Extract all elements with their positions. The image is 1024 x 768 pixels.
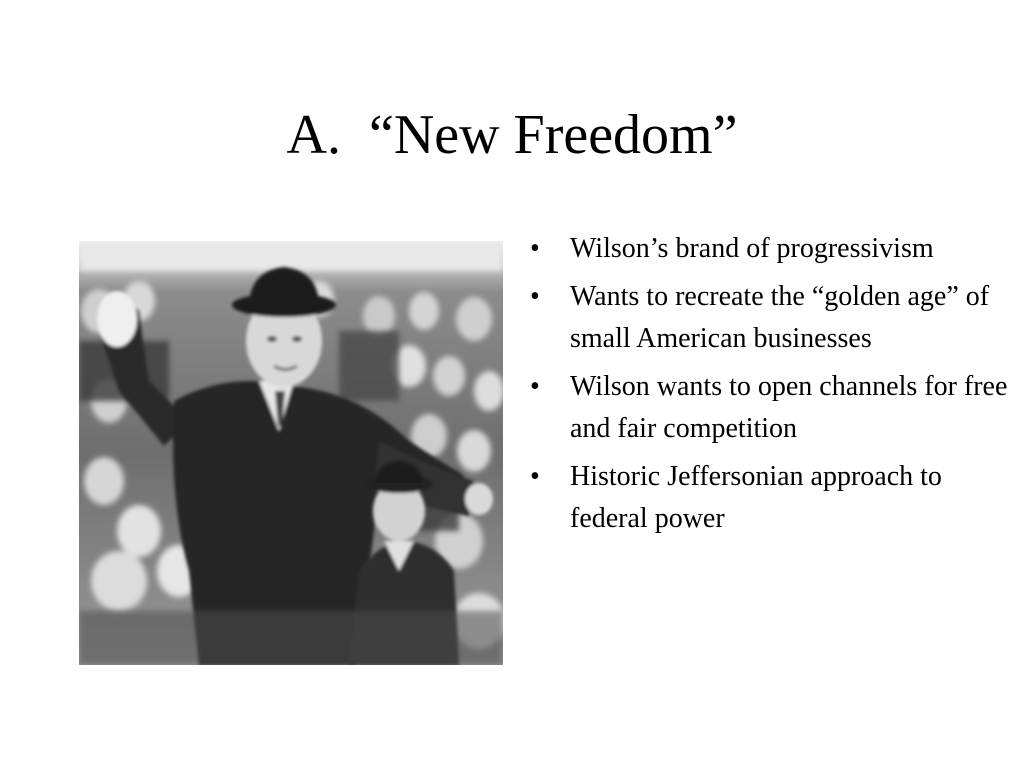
- bullet-item: [530, 456, 1010, 540]
- bullet-text: Wilson’s brand of progressivism: [570, 233, 934, 264]
- slide-title: A. “New Freedom”: [286, 104, 738, 166]
- bullet-text: Wants to recreate the “golden age” of small American businesses: [570, 281, 990, 354]
- bullet-glyph: •: [530, 461, 540, 492]
- bullet-list: [530, 228, 1010, 546]
- bullet-glyph: •: [530, 233, 540, 264]
- bullet-item: [530, 366, 1010, 450]
- wilson-photo: [79, 241, 503, 665]
- bullet-text: Wilson wants to open channels for free and fair competition: [570, 371, 1008, 444]
- bullet-glyph: •: [530, 371, 540, 402]
- bullet-item: [530, 228, 1010, 270]
- wilson-photo-illustration: [79, 241, 503, 665]
- bullet-glyph: •: [530, 281, 540, 312]
- bullet-item: [530, 276, 1010, 360]
- bullet-text: Historic Jeffersonian approach to federal power: [570, 461, 942, 534]
